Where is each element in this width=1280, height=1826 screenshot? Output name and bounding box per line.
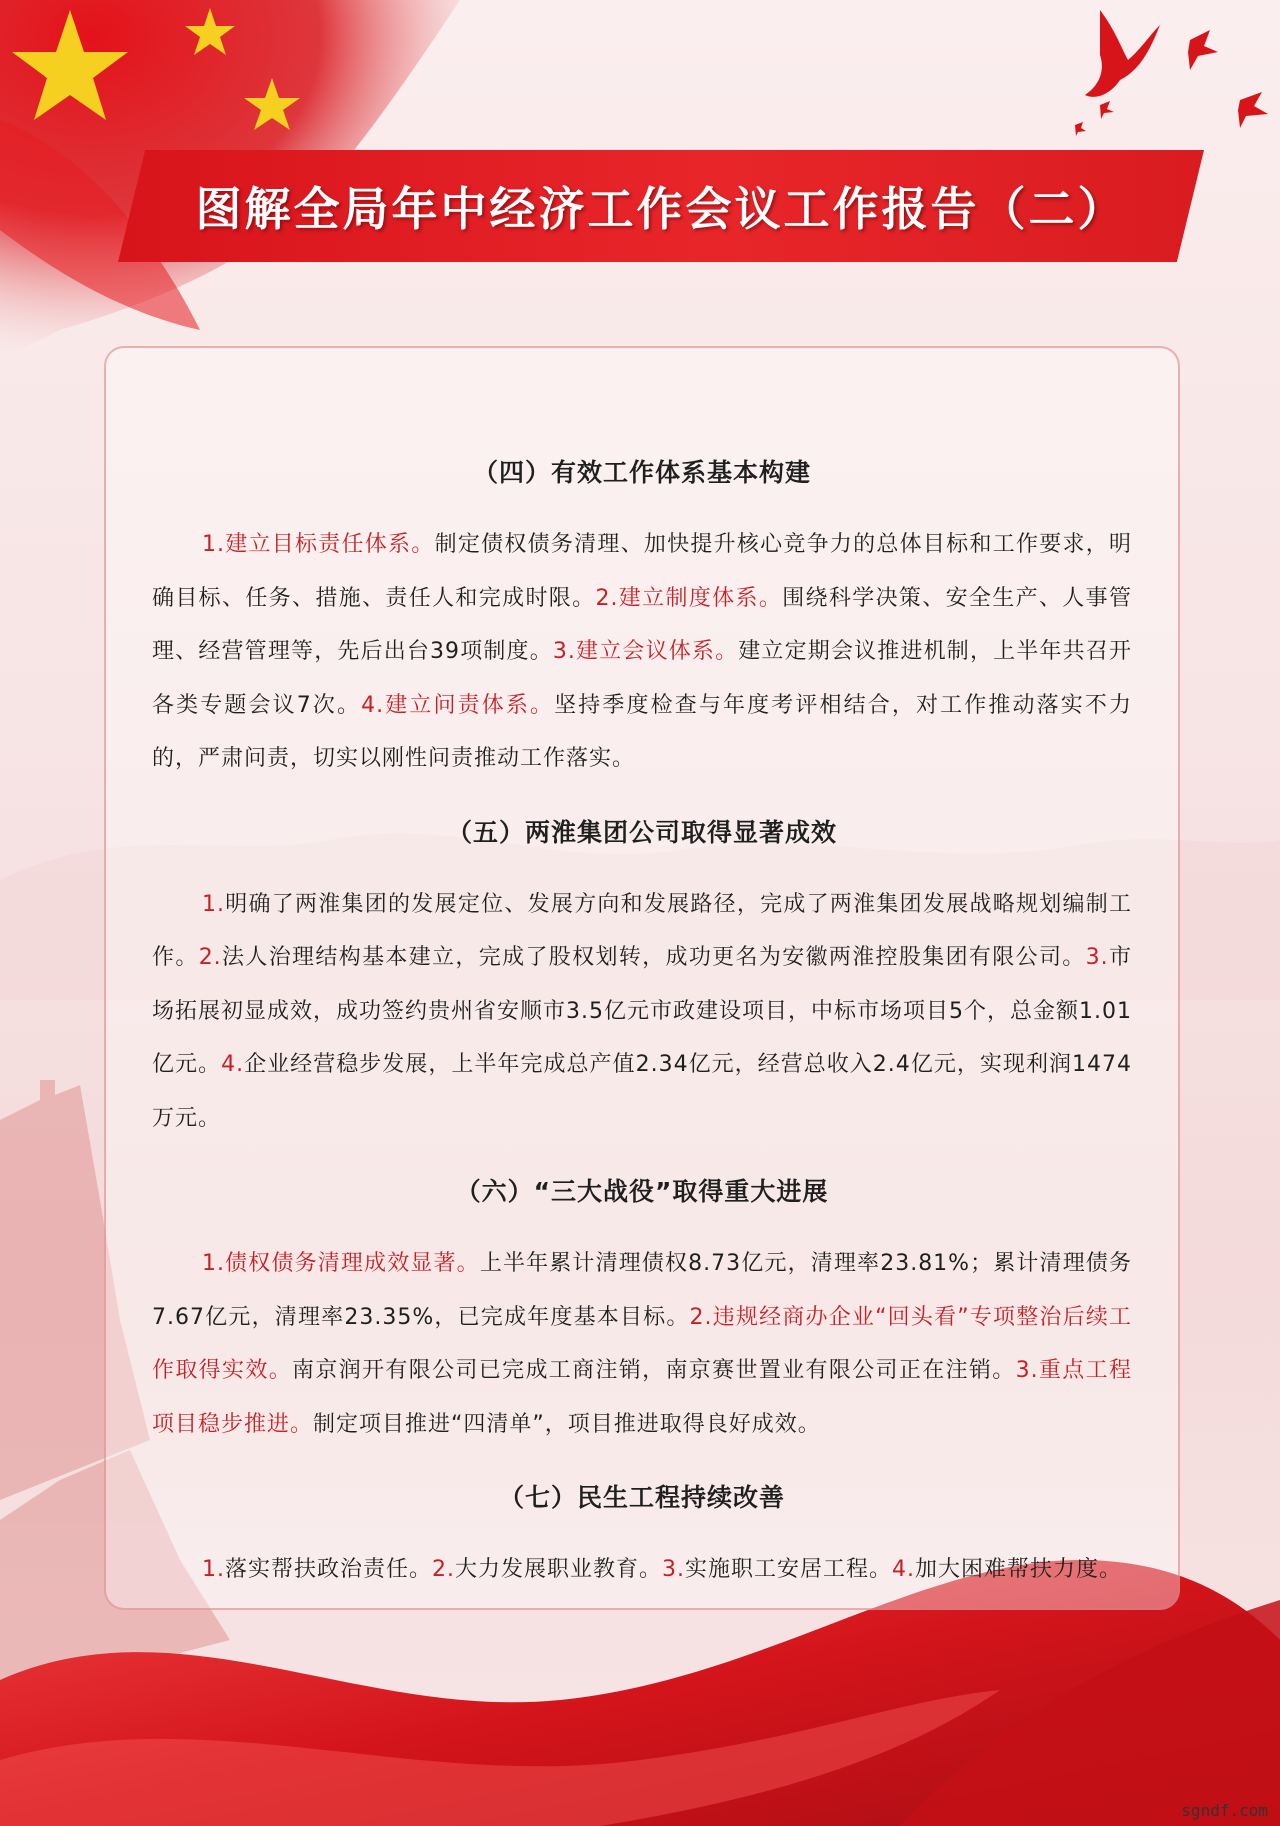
item-text: 加大困难帮扶力度。 [915,1557,1123,1582]
item-heading: 建立制度体系。 [618,585,783,611]
item-number: 1. [202,891,225,917]
page-title: 图解全局年中经济工作会议工作报告（二） [195,182,1127,236]
watermark: sgndf.com [1181,1801,1268,1820]
section-title: （五）两淮集团公司取得显著成效 [446,817,837,847]
item-text: 围绕科学决策、安全生产、人事管理、经营管理等，先后出台39项制度。 [152,585,1132,664]
item-heading: 债权债务清理成效显著。 [225,1251,480,1276]
item-number: 3. [1085,945,1109,970]
item-heading: 建立问责体系。 [384,692,555,718]
item-text: 明确了两淮集团的发展定位、发展方向和发展路径，完成了两淮集团发展战略规划编制工作。 [152,891,1132,970]
item-text: 坚持季度检查与年度考评相结合，对工作推动落实不力的，严肃问责，切实以刚性问责推动工作落实。 [152,692,1132,771]
item-number: 3. [1015,1358,1039,1383]
item-number: 2. [689,1304,713,1330]
item-text: 南京润开有限公司已完成工商注销，南京赛世置业有限公司正在注销。 [292,1358,1016,1383]
item-heading: 重点工程项目稳步推进。 [152,1358,1132,1437]
item-text: 制定项目推进“四清单”，项目推进取得良好成效。 [313,1411,821,1437]
item-text: 建立定期会议推进机制，上半年共召开各类专题会议7次。 [152,639,1132,718]
item-text: 实施职工安居工程。 [685,1557,893,1582]
item-heading: 建立会议体系。 [575,639,739,664]
item-number: 2. [432,1557,456,1582]
item-text: 企业经营稳步发展，上半年完成总产值2.34亿元，经营总收入2.4亿元，实现利润1474万元。 [152,1052,1132,1131]
item-number: 3. [662,1557,686,1582]
item-number: 4. [221,1052,245,1077]
section-paragraph [152,878,1132,1146]
item-number: 2. [595,585,619,611]
section-title: （七）民生工程持续改善 [498,1483,785,1512]
item-number: 3. [552,639,576,664]
item-text: 上半年累计清理债权8.73亿元，清理率23.81%；累计清理债务7.67亿元，清理率23.35%，已完成年度基本目标。 [152,1251,1132,1330]
birds-icon [1075,10,1268,136]
item-number: 4. [361,692,385,718]
item-number: 2. [198,945,222,970]
item-heading: 违规经商办企业“回头看”专项整治后续工作取得实效。 [152,1304,1133,1383]
item-number: 1. [202,1251,225,1276]
item-text: 落实帮扶政治责任。 [225,1557,433,1582]
report-content [152,446,1132,1617]
section-paragraph [152,518,1132,786]
item-number: 1. [202,532,225,557]
section-paragraph [152,1237,1132,1451]
item-text: 市场拓展初显成效，成功签约贵州省安顺市3.5亿元市政建设项目，中标市场项目5个，总金额1.01亿元。 [152,945,1132,1077]
section-paragraph [152,1543,1132,1597]
item-number: 1. [202,1557,225,1582]
section-title: （四）有效工作体系基本构建 [472,458,811,487]
item-number: 4. [892,1557,916,1582]
section-title: （六）“三大战役”取得重大进展 [455,1177,829,1206]
item-heading: 建立目标责任体系。 [225,532,435,557]
item-text: 法人治理结构基本建立，完成了股权划转，成功更名为安徽两淮控股集团有限公司。 [221,945,1086,970]
item-text: 制定债权债务清理、加快提升核心竞争力的总体目标和工作要求，明确目标、任务、措施、责任人和完成时限。 [152,532,1132,611]
item-text: 大力发展职业教育。 [455,1557,663,1582]
